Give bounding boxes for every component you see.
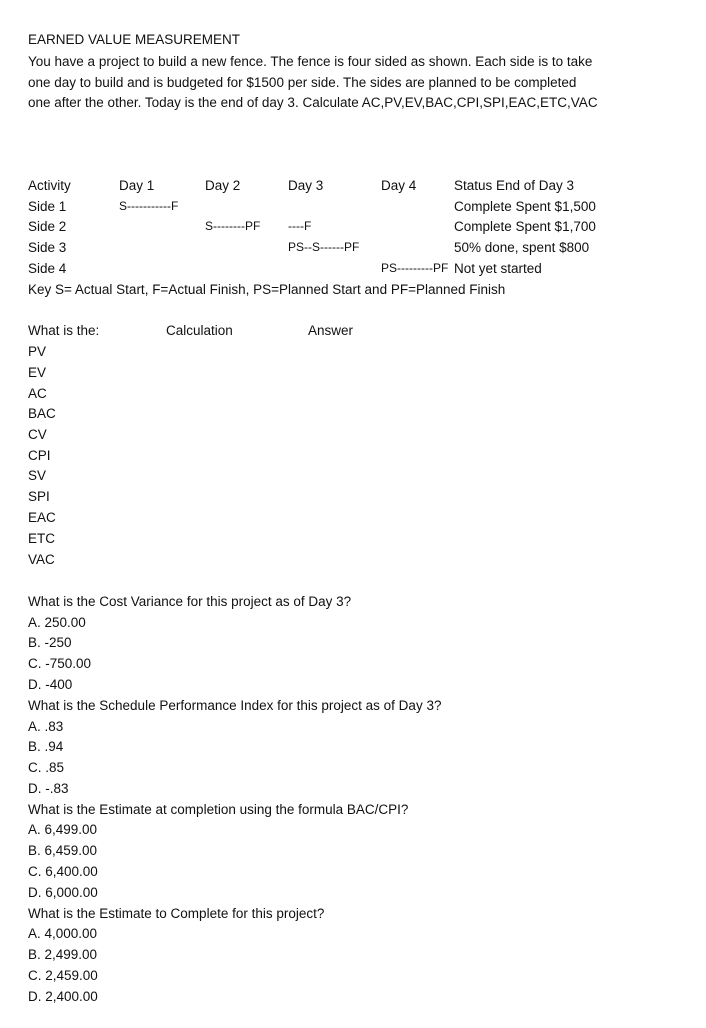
row-activity: Side 3 [28,240,67,255]
header-day3: Day 3 [288,178,324,193]
row-status: Not yet started [454,261,542,276]
metric-label: EV [28,365,47,380]
metric-label: CPI [28,448,51,463]
schedule-key: Key S= Actual Start, F=Actual Finish, PS=Planned Start and PF=Planned Finish [28,282,506,297]
header-calculation: Calculation [166,323,233,338]
metric-label: BAC [28,406,56,421]
answer-option: D. -400 [28,677,73,692]
row-bar: S-----------F [119,199,179,213]
header-day1: Day 1 [119,178,155,193]
metric-label: SPI [28,489,50,504]
question-text: What is the Estimate to Complete for this project? [28,906,325,921]
header-day4: Day 4 [381,178,417,193]
metric-label: SV [28,468,47,483]
document-title: EARNED VALUE MEASUREMENT [28,32,241,47]
row-activity: Side 2 [28,219,67,234]
row-bar: ----F [288,219,312,233]
intro-line: You have a project to build a new fence. The fence is four sided as shown. Each side is to take [28,54,593,69]
intro-line: one day to build and is budgeted for $1500 per side. The sides are planned to be completed [28,74,577,90]
metric-label: PV [28,344,47,359]
metric-label: EAC [28,510,56,525]
answer-option: C. .85 [28,760,65,775]
row-activity: Side 4 [28,261,67,276]
answer-option: A. 250.00 [28,615,86,630]
question-text: What is the Estimate at completion using the formula BAC/CPI? [28,802,409,817]
answer-option: A. .83 [28,719,64,734]
header-answer: Answer [308,323,354,338]
answer-option: A. 6,499.00 [28,822,98,837]
header-day2: Day 2 [205,178,241,193]
answer-option: C. 6,400.00 [28,864,98,879]
answer-option: B. 2,499.00 [28,947,98,962]
intro-paragraph [28,52,668,114]
row-activity: Side 1 [28,199,67,214]
row-status: Complete Spent $1,500 [454,199,596,214]
row-bar: PS--S------PF [288,240,360,254]
header-activity: Activity [28,178,71,193]
answer-option: D. -.83 [28,781,69,796]
answer-option: D. 2,400.00 [28,989,98,1004]
answer-option: C. 2,459.00 [28,968,98,983]
question-text: What is the Cost Variance for this project as of Day 3? [28,594,352,609]
answer-option: A. 4,000.00 [28,926,98,941]
row-bar: PS---------PF [381,261,449,275]
row-bar: S--------PF [205,219,261,233]
row-status: Complete Spent $1,700 [454,219,596,234]
row-status: 50% done, spent $800 [454,240,590,255]
header-status: Status End of Day 3 [454,178,575,193]
metric-label: AC [28,386,47,401]
answer-option: B. .94 [28,739,64,754]
answer-option: B. 6,459.00 [28,843,98,858]
answer-option: D. 6,000.00 [28,885,98,900]
answer-option: C. -750.00 [28,656,92,671]
answer-option: B. -250 [28,635,72,650]
question-text: What is the Schedule Performance Index for this project as of Day 3? [28,698,442,713]
intro-line: one after the other. Today is the end of day 3. Calculate AC,PV,EV,BAC,CPI,SPI,EAC,ETC,VAC [28,95,598,110]
header-what: What is the: [28,323,100,338]
metric-label: CV [28,427,47,442]
metric-label: ETC [28,531,55,546]
metric-label: VAC [28,552,55,567]
